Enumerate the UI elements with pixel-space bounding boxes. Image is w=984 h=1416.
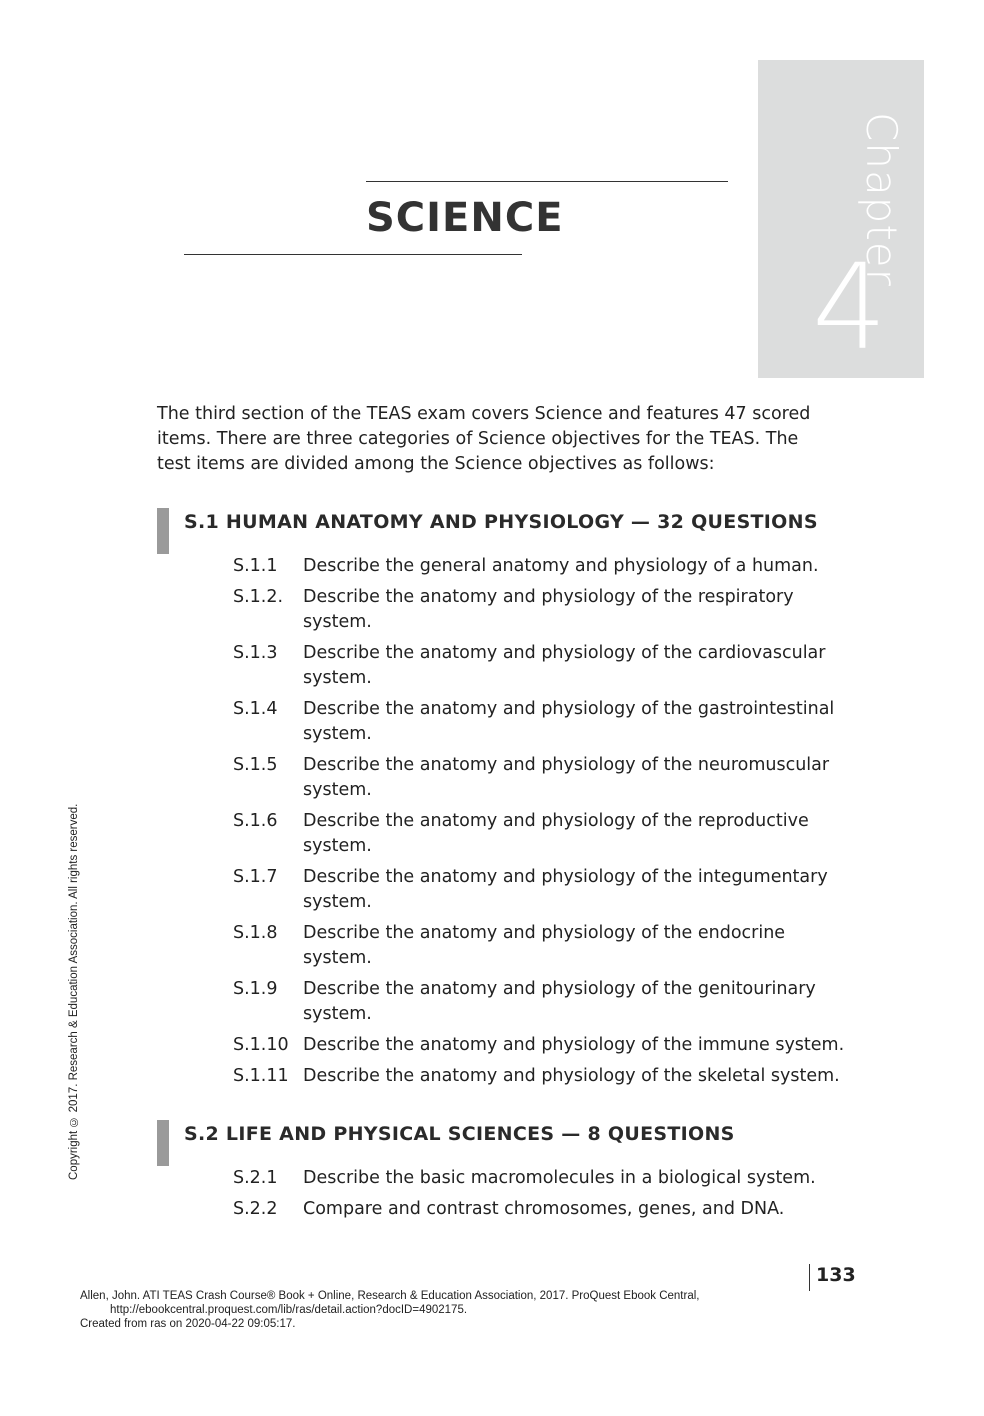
citation-footer (80, 1289, 699, 1331)
section-heading: S.1 HUMAN ANATOMY AND PHYSIOLOGY — 32 QUESTIONS (184, 511, 818, 533)
list-item: S.1.4 Describe the anatomy and physiology of the gastrointestinal system. (233, 699, 835, 744)
citation-url: http://ebookcentral.proquest.com/lib/ras/detail.action?docID=4902175. (110, 1304, 468, 1316)
list-item: S.1.2. Describe the anatomy and physiology of the respiratory system. (233, 587, 794, 632)
title-rule-top (366, 181, 728, 182)
list-item: S.1.3 Describe the anatomy and physiology of the cardiovascular system. (233, 643, 826, 688)
list-item: S.2.2 Compare and contrast chromosomes, genes, and DNA. (233, 1199, 785, 1219)
intro-paragraph: The third section of the TEAS exam covers Science and features 47 scored items. There are three categories of Science objectives for the TEAS. The test items are divided among the Science objectives as follows: (157, 404, 811, 474)
chapter-label: Chapter (857, 112, 906, 287)
list-item: S.1.5 Describe the anatomy and physiology of the neuromuscular system. (233, 755, 830, 800)
list-item: S.1.6 Describe the anatomy and physiology of the reproductive system. (233, 811, 809, 856)
page-title: SCIENCE (366, 195, 564, 241)
page-number: 133 (816, 1264, 856, 1286)
section-heading: S.2 LIFE AND PHYSICAL SCIENCES — 8 QUESTIONS (184, 1123, 735, 1145)
list-item: S.2.1 Describe the basic macromolecules in a biological system. (233, 1168, 816, 1188)
copyright-notice: Copyright © 2017. Research & Education Association. All rights reserved. (68, 803, 80, 1180)
objective-list (233, 554, 853, 1095)
section-marker (157, 1120, 169, 1166)
objective-list (233, 1166, 853, 1228)
list-item: S.1.8 Describe the anatomy and physiology of the endocrine system. (233, 923, 786, 968)
list-item: S.1.10 Describe the anatomy and physiology of the immune system. (233, 1035, 845, 1055)
section-marker (157, 508, 169, 554)
chapter-number: 4 (812, 238, 888, 376)
list-item: S.1.9 Describe the anatomy and physiology of the genitourinary system. (233, 979, 816, 1024)
title-rule-bottom (184, 254, 522, 255)
page-number-rule (809, 1264, 810, 1291)
list-item: S.1.1 Describe the general anatomy and physiology of a human. (233, 556, 819, 576)
list-item: S.1.11 Describe the anatomy and physiology of the skeletal system. (233, 1066, 840, 1086)
citation-created: Created from ras on 2020-04-22 09:05:17. (80, 1318, 296, 1330)
citation-line: Allen, John. ATI TEAS Crash Course® Book + Online, Research & Education Association, 2017. ProQuest Ebook Central, (80, 1290, 700, 1302)
list-item: S.1.7 Describe the anatomy and physiology of the integumentary system. (233, 867, 828, 912)
